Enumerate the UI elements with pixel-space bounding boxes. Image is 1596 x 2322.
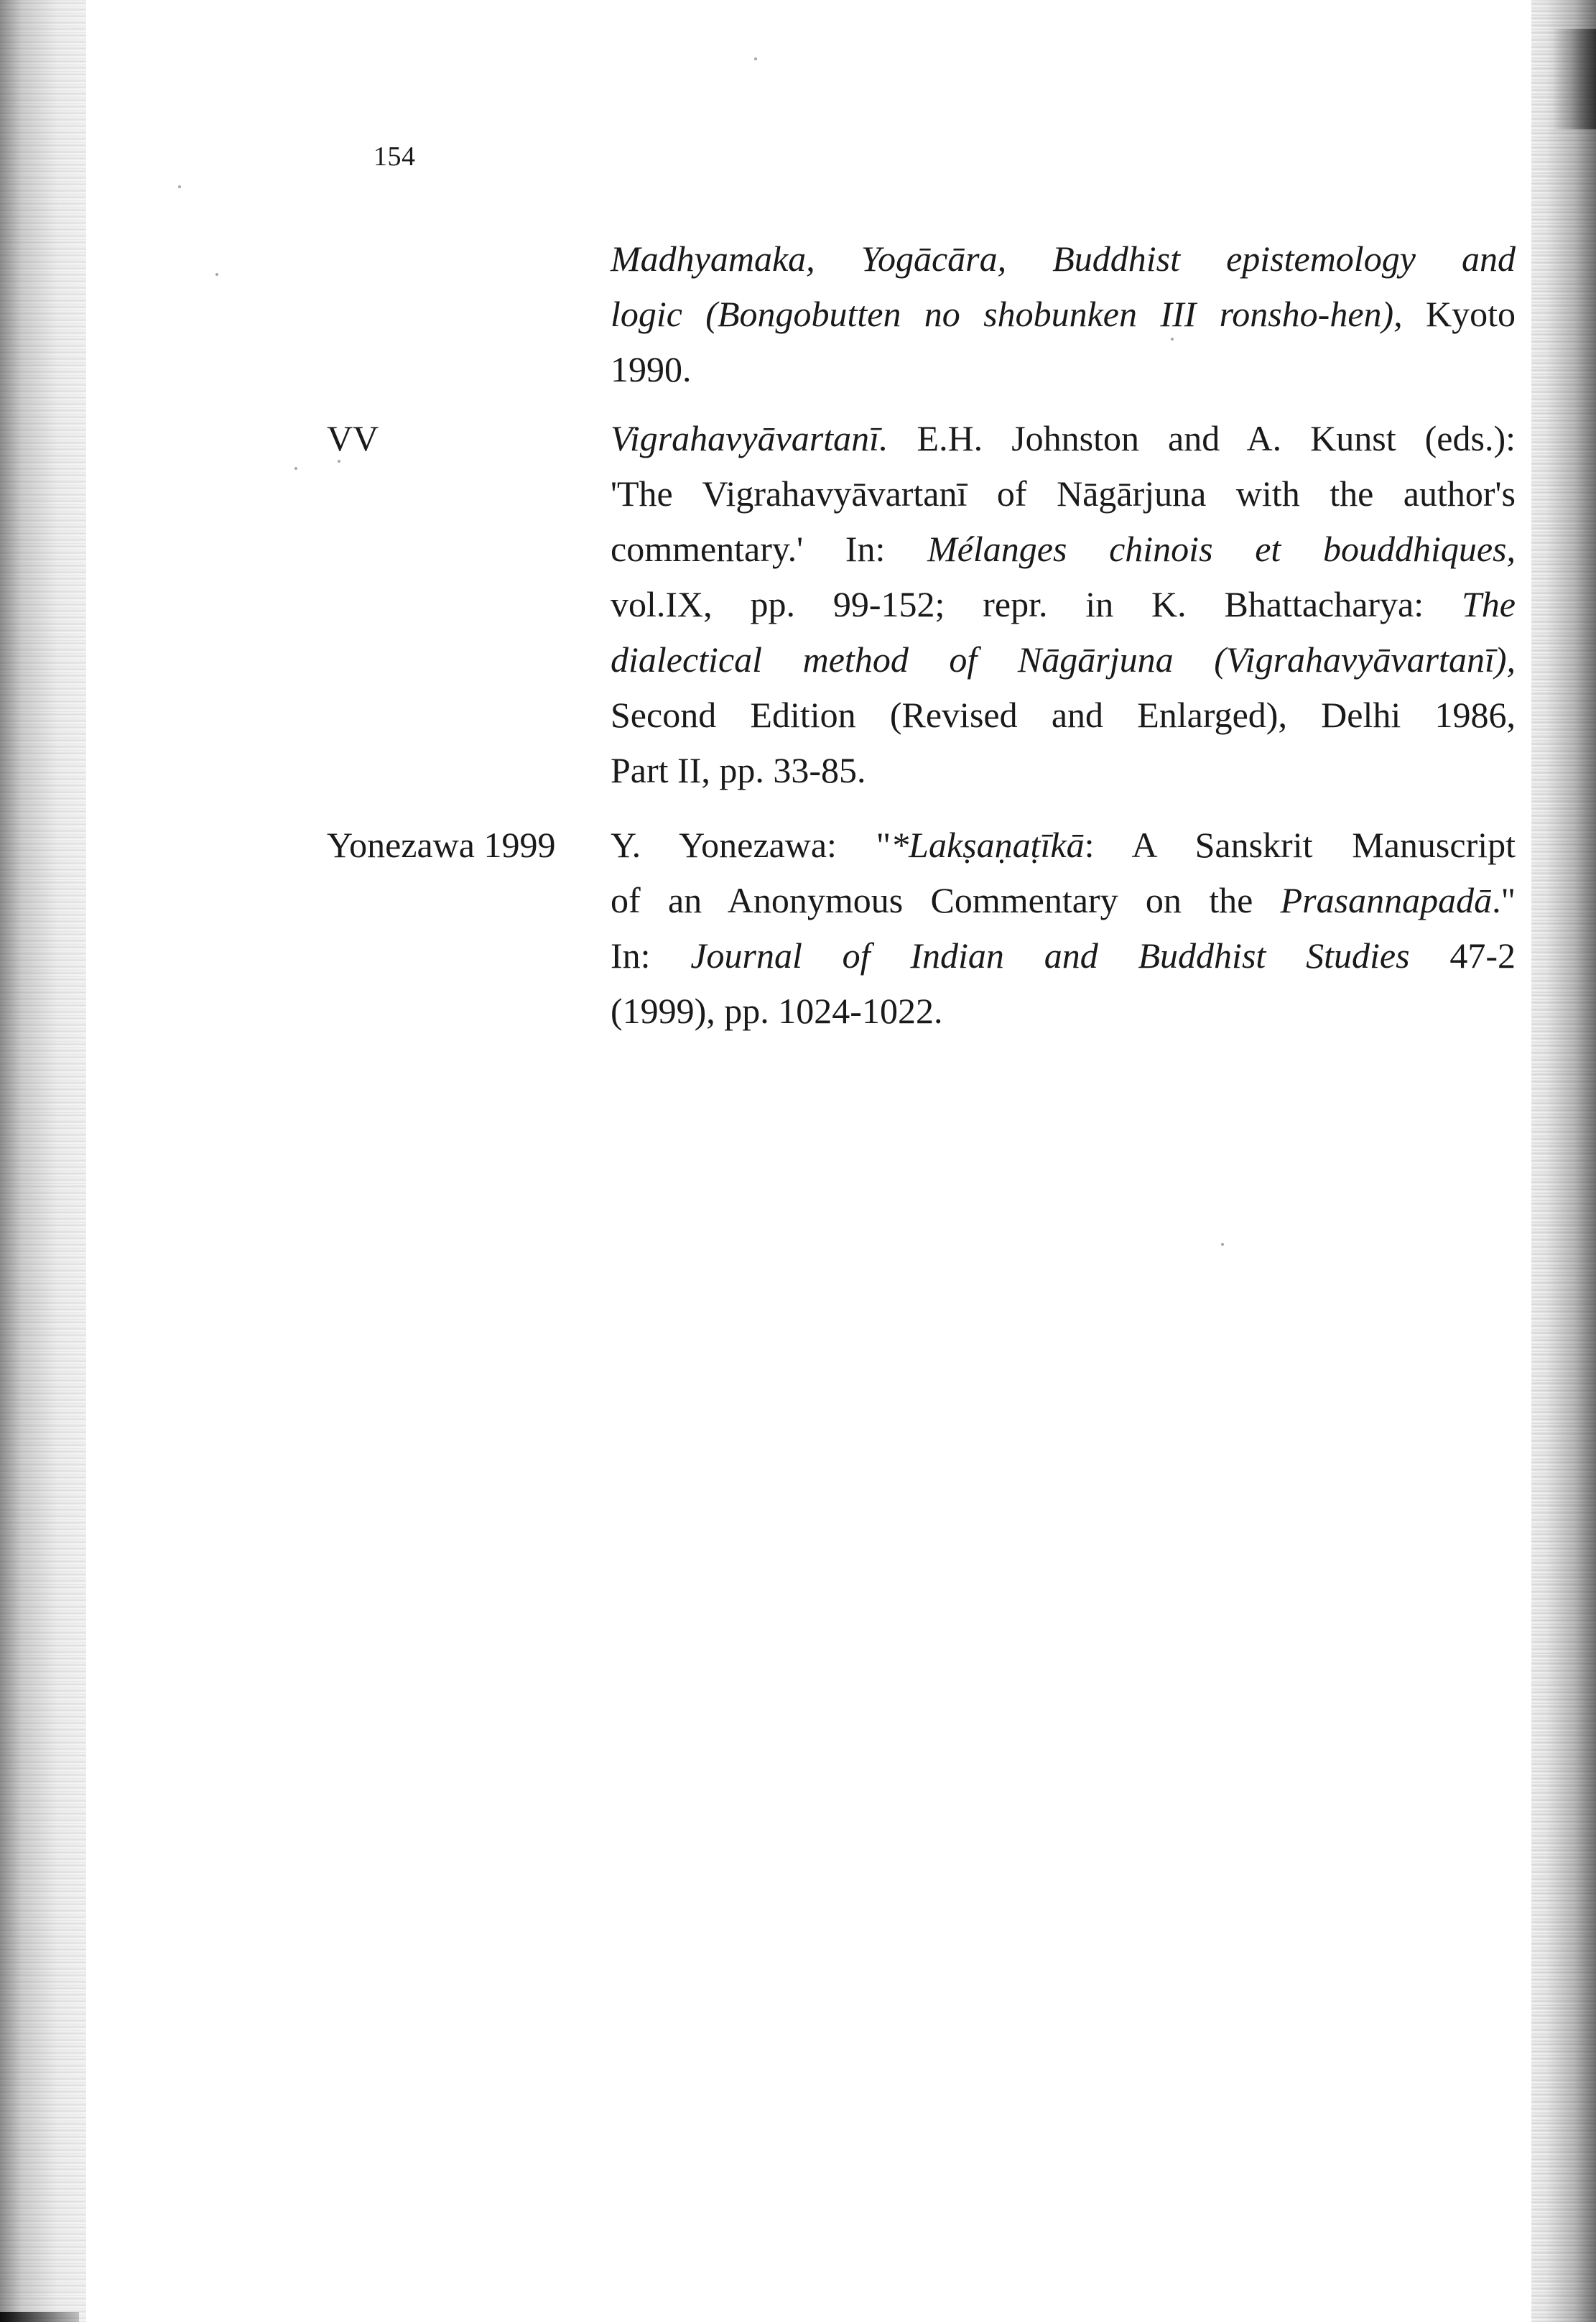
entry-line-text: In: xyxy=(611,935,691,976)
entry-body xyxy=(611,411,1516,798)
entry-line xyxy=(611,632,1516,688)
entry-line xyxy=(611,984,1516,1039)
entry-abbreviation: Yonezawa 1999 xyxy=(327,825,556,865)
scan-speck xyxy=(294,467,297,470)
entry-line-text: dialectical method of Nāgārjuna (Vigrahavyāvartanī), xyxy=(611,639,1516,680)
entry-line xyxy=(611,743,1516,798)
entry-line-text: 47-2 xyxy=(1409,935,1516,976)
entry-line-text: *Lakṣaṇaṭīkā xyxy=(891,825,1085,865)
entry-line-text: commentary.' In: xyxy=(611,529,928,569)
entry-line xyxy=(611,688,1516,743)
entry-line-text: (1999), pp. 1024-1022. xyxy=(611,991,943,1031)
entry-line xyxy=(611,522,1516,577)
scan-speck xyxy=(1221,1243,1224,1246)
entry-line-text: Mélanges chinois et bouddhiques, xyxy=(927,529,1516,569)
scan-shadow-left xyxy=(0,0,86,2322)
entry-line-text: 'The Vigrahavyāvartanī of Nāgārjuna with the author's xyxy=(611,473,1516,514)
entry-line-text: Y. Yonezawa: " xyxy=(611,825,891,865)
entry-line xyxy=(611,466,1516,522)
entry-line-text: Part II, pp. 33-85. xyxy=(611,750,866,790)
entry-line-text: The xyxy=(1462,584,1516,624)
entry-line-text: Prasannapadā xyxy=(1280,880,1493,920)
entry-line-text: Journal of Indian and Buddhist Studies xyxy=(690,935,1410,976)
entry-line xyxy=(611,873,1516,928)
entry-body xyxy=(611,231,1516,397)
entry-line-text: : A Sanskrit Manuscript xyxy=(1084,825,1516,865)
entry-line xyxy=(611,287,1516,342)
scan-shadow-left-bottom xyxy=(0,2312,79,2322)
entry-line-text: logic (Bongobutten no shobunken III ronsho-hen), xyxy=(611,294,1403,334)
entry-body xyxy=(611,818,1516,1039)
entry-line xyxy=(611,818,1516,873)
entry-line xyxy=(611,577,1516,632)
entry-line-text: vol.IX, pp. 99-152; repr. in K. Bhattacharya: xyxy=(611,584,1462,624)
scan-speck xyxy=(178,185,181,188)
entry-line-text: 1990. xyxy=(611,349,692,389)
entry-line-text: ." xyxy=(1492,880,1516,920)
scan-speck xyxy=(215,273,218,276)
entry-line-text: Kyoto xyxy=(1402,294,1516,334)
entry-line-text: Second Edition (Revised and Enlarged), Delhi 1986, xyxy=(611,695,1516,735)
scan-shadow-right xyxy=(1531,0,1596,2322)
entry-line-text: E.H. Johnston and A. Kunst (eds.): xyxy=(888,418,1516,458)
entry-line xyxy=(611,928,1516,984)
entry-line-text: Madhyamaka, Yogācāra, Buddhist epistemology and xyxy=(611,239,1516,279)
entry-line-text: of an Anonymous Commentary on the xyxy=(611,880,1281,920)
entry-line xyxy=(611,231,1516,287)
page-number: 154 xyxy=(374,142,416,172)
scan-shadow-right-top xyxy=(1553,29,1596,129)
entry-line xyxy=(611,342,1516,397)
entry-line-text: Vigrahavyāvartanī. xyxy=(611,418,889,458)
entry-abbreviation: VV xyxy=(327,418,379,458)
entry-line xyxy=(611,411,1516,466)
scan-speck xyxy=(754,57,757,60)
